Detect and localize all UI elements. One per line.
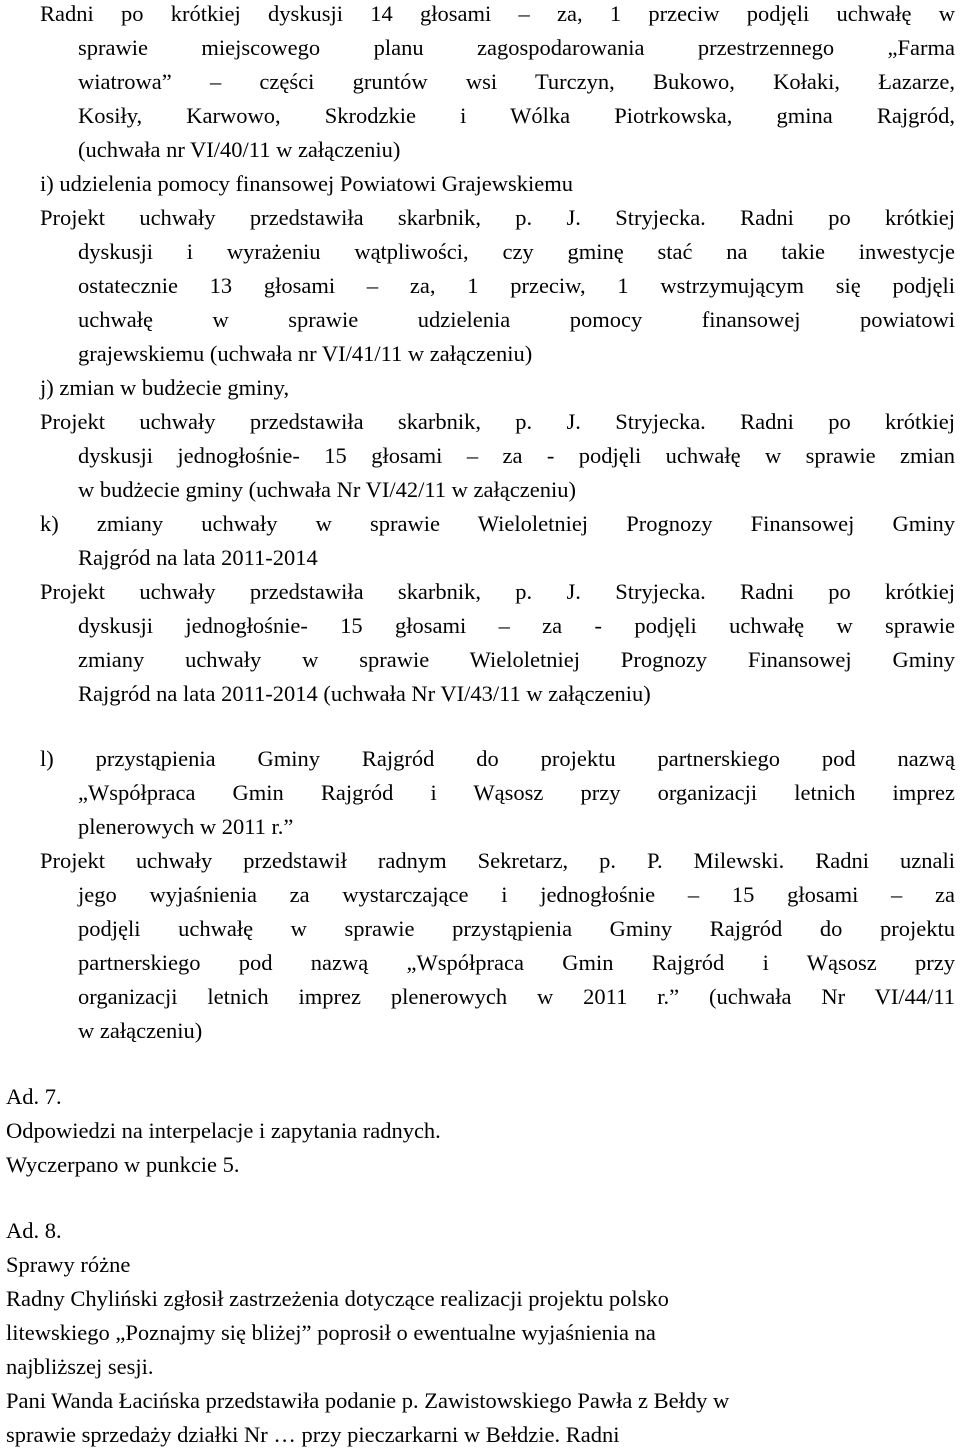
paragraph-line: partnerskiego pod nazwą „Współpraca Gmin Rajgród i Wąsosz przy [78, 950, 955, 975]
paragraph-line: organizacji letnich imprez plenerowych w 2011 r.” (uchwała Nr VI/44/11 [78, 984, 955, 1009]
paragraph-line: w załączeniu) [78, 1018, 203, 1043]
item-heading-l: l) przystąpienia Gminy Rajgród do projektu partnerskiego pod nazwą [40, 746, 955, 771]
paragraph-line: Rajgród na lata 2011-2014 (uchwała Nr VI/43/11 w załączeniu) [78, 681, 651, 706]
paragraph-line: podjęli uchwałę w sprawie przystąpienia Gminy Rajgród do projektu [78, 916, 955, 941]
paragraph-line: Wyczerpano w punkcie 5. [6, 1152, 240, 1177]
item-heading-l-cont: „Współpraca Gmin Rajgród i Wąsosz przy organizacji letnich imprez [78, 780, 955, 805]
paragraph-line: jego wyjaśnienia za wystarczające i jednogłośnie – 15 głosami – za [78, 882, 955, 907]
paragraph-line: wiatrowa” – części gruntów wsi Turczyn, Bukowo, Kołaki, Łazarze, [78, 69, 955, 94]
paragraph-line: w budżecie gminy (uchwała Nr VI/42/11 w załączeniu) [78, 477, 576, 502]
paragraph-line: dyskusji jednogłośnie- 15 głosami – za - podjęli uchwałę w sprawie [78, 613, 955, 638]
paragraph-line: Projekt uchwały przedstawił radnym Sekretarz, p. P. Milewski. Radni uznali [40, 848, 955, 873]
paragraph-line: dyskusji i wyrażeniu wątpliwości, czy gminę stać na takie inwestycje [78, 239, 955, 264]
paragraph-line: zmiany uchwały w sprawie Wieloletniej Prognozy Finansowej Gminy [78, 647, 955, 672]
paragraph-line: sprawie miejscowego planu zagospodarowania przestrzennego „Farma [78, 35, 955, 60]
item-heading-i: i) udzielenia pomocy finansowej Powiatowi Grajewskiemu [40, 171, 573, 196]
paragraph-line: Kosiły, Karwowo, Skrodzkie i Wólka Piotrkowska, gmina Rajgród, [78, 103, 955, 128]
paragraph-line: Radni po krótkiej dyskusji 14 głosami – za, 1 przeciw podjęli uchwałę w [40, 1, 955, 26]
paragraph-line: Pani Wanda Łacińska przedstawiła podanie p. Zawistowskiego Pawła z Bełdy w [6, 1388, 730, 1413]
paragraph-line: dyskusji jednogłośnie- 15 głosami – za - podjęli uchwałę w sprawie zmian [78, 443, 955, 468]
paragraph-line: sprawie sprzedaży działki Nr … przy pieczarkarni w Bełdzie. Radni [6, 1422, 620, 1447]
item-heading-l-cont: plenerowych w 2011 r.” [78, 814, 294, 839]
paragraph-line: Radny Chyliński zgłosił zastrzeżenia dotyczące realizacji projektu polsko [6, 1286, 669, 1311]
item-heading-k: k) zmiany uchwały w sprawie Wieloletniej Prognozy Finansowej Gminy [40, 511, 955, 536]
paragraph-line: najbliższej sesji. [6, 1354, 154, 1379]
paragraph-line: Odpowiedzi na interpelacje i zapytania radnych. [6, 1118, 441, 1143]
item-heading-k-cont: Rajgród na lata 2011-2014 [78, 545, 318, 570]
item-heading-j: j) zmian w budżecie gminy, [40, 375, 290, 400]
paragraph-line: uchwałę w sprawie udzielenia pomocy finansowej powiatowi [78, 307, 955, 332]
section-heading-ad8: Ad. 8. [6, 1218, 62, 1243]
paragraph-line: Projekt uchwały przedstawiła skarbnik, p. J. Stryjecka. Radni po krótkiej [40, 409, 955, 434]
paragraph-line: (uchwała nr VI/40/11 w załączeniu) [78, 137, 401, 162]
paragraph-line: Projekt uchwały przedstawiła skarbnik, p. J. Stryjecka. Radni po krótkiej [40, 579, 955, 604]
paragraph-line: litewskiego „Poznajmy się bliżej” poprosił o ewentualne wyjaśnienia na [6, 1320, 656, 1345]
section-heading-ad7: Ad. 7. [6, 1084, 62, 1109]
paragraph-line: Projekt uchwały przedstawiła skarbnik, p. J. Stryjecka. Radni po krótkiej [40, 205, 955, 230]
paragraph-line: grajewskiemu (uchwała nr VI/41/11 w załączeniu) [78, 341, 533, 366]
paragraph-line: ostatecznie 13 głosami – za, 1 przeciw, 1 wstrzymującym się podjęli [78, 273, 955, 298]
paragraph-line: Sprawy różne [6, 1252, 131, 1277]
